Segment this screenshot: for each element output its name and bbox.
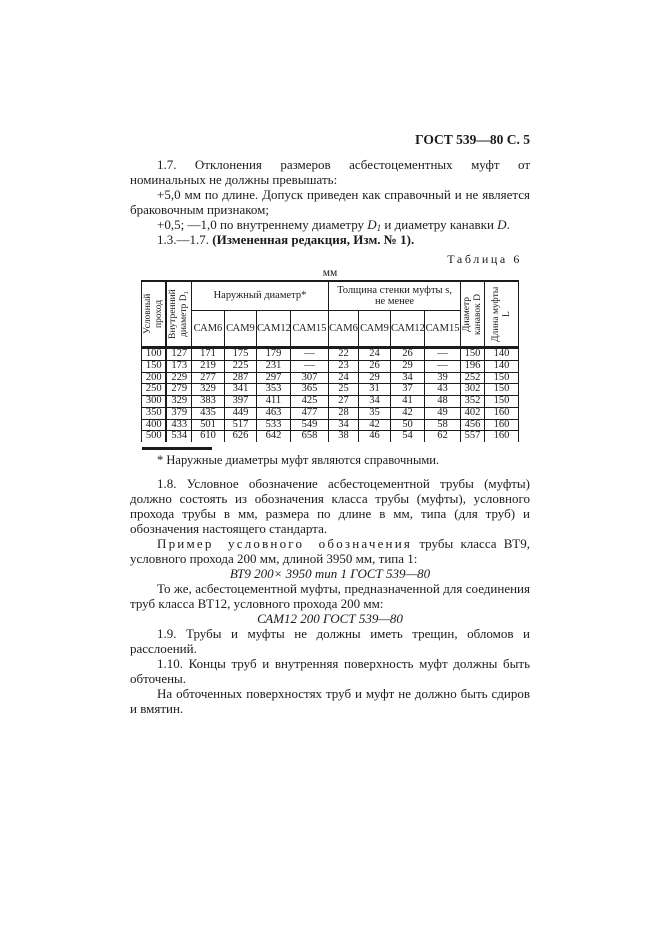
para-example-intro — [130, 536, 530, 566]
table-cell: 31 — [359, 384, 391, 396]
table-row — [141, 360, 518, 372]
table-cell: 150 — [141, 360, 166, 372]
table-cell: 219 — [191, 360, 224, 372]
table-cell: 200 — [141, 372, 166, 384]
table-cell: 379 — [166, 407, 191, 419]
text-run: (Измененная редакция, Изм. № 1). — [212, 232, 415, 247]
table-header-cell: САМ6 — [191, 311, 224, 348]
para-example-coupling — [130, 611, 530, 626]
table-cell: 28 — [329, 407, 359, 419]
table-cell: 175 — [224, 348, 256, 361]
table-row — [141, 372, 518, 384]
table-cell: 297 — [256, 372, 290, 384]
table-cell: 100 — [141, 348, 166, 361]
rotated-header-text: Длина муфты L — [490, 286, 512, 342]
table-cell: 196 — [461, 360, 485, 372]
table-cell: 353 — [256, 384, 290, 396]
text-run: D — [367, 217, 377, 232]
table-cell: 402 — [461, 407, 485, 419]
text-run: 1 — [376, 223, 382, 233]
table-cell: 463 — [256, 407, 290, 419]
table-cell: 150 — [461, 348, 485, 361]
table-header-cell — [141, 281, 166, 348]
table-cell: 38 — [329, 431, 359, 442]
table-cell: 24 — [359, 348, 391, 361]
table-cell: 433 — [166, 419, 191, 431]
table-cell: 397 — [224, 396, 256, 408]
table-cell: 127 — [166, 348, 191, 361]
text-run: ВТ9 200× 3950 тип 1 ГОСТ 539—80 — [229, 566, 431, 581]
bottom-paragraphs — [130, 476, 530, 716]
text-run: 1.3.—1.7. — [157, 232, 213, 247]
table-cell: — — [290, 360, 328, 372]
table-cell: 287 — [224, 372, 256, 384]
table-cell: 400 — [141, 419, 166, 431]
para-1-10 — [130, 656, 530, 686]
table-cell: 383 — [191, 396, 224, 408]
table-cell: 140 — [485, 360, 519, 372]
table-cell: 277 — [191, 372, 224, 384]
table-cell: 160 — [485, 407, 519, 419]
table-row — [141, 419, 518, 431]
table-cell: 150 — [485, 384, 519, 396]
table-cell: 54 — [391, 431, 425, 442]
table-cell: 642 — [256, 431, 290, 442]
table-cell: 517 — [224, 419, 256, 431]
table-cell: 658 — [290, 431, 328, 442]
table-body — [141, 348, 518, 443]
table-cell: 46 — [359, 431, 391, 442]
table-cell: 25 — [329, 384, 359, 396]
table-row — [141, 384, 518, 396]
table-group-header: Наружный диаметр* — [191, 281, 328, 311]
table-header-cell: САМ15 — [290, 311, 328, 348]
para-1-7 — [130, 157, 530, 187]
table-cell: 150 — [485, 372, 519, 384]
text-run: САМ12 200 ГОСТ 539—80 — [257, 611, 403, 626]
table-cell: 140 — [485, 348, 519, 361]
table-cell: 557 — [461, 431, 485, 442]
table-row — [141, 407, 518, 419]
table-cell: 549 — [290, 419, 328, 431]
table-footnote-rule — [142, 447, 212, 450]
text-run: То же, асбестоцементной муфты, предназначенной для соединения труб класса ВТ12, условного прохода 200 мм: — [130, 581, 530, 611]
rotated-header-text: Внутренний диаметр D₁ — [168, 289, 190, 339]
table-cell: 352 — [461, 396, 485, 408]
para-revision — [130, 232, 530, 247]
text-run: На обточенных поверхностях труб и муфт не должно быть сдиров и вмятин. — [130, 686, 530, 716]
text-run: D — [497, 217, 507, 232]
table-cell: 250 — [141, 384, 166, 396]
table-header-cell: САМ12 — [256, 311, 290, 348]
table-cell: 49 — [425, 407, 461, 419]
table-header-cell: САМ6 — [329, 311, 359, 348]
table-cell: 500 — [141, 431, 166, 442]
text-run: . — [506, 217, 510, 232]
table-header-cell — [485, 281, 519, 348]
table-cell: 300 — [141, 396, 166, 408]
table-cell: 35 — [359, 407, 391, 419]
para-no-defects — [130, 686, 530, 716]
table-cell: 501 — [191, 419, 224, 431]
table-cell: 534 — [166, 431, 191, 442]
table-cell: 173 — [166, 360, 191, 372]
table-cell: 58 — [425, 419, 461, 431]
table-cell: 26 — [391, 348, 425, 361]
table-cell: 50 — [391, 419, 425, 431]
table-header-cell: САМ9 — [359, 311, 391, 348]
table-header-cell — [461, 281, 485, 348]
table-cell: 279 — [166, 384, 191, 396]
table-cell: 34 — [391, 372, 425, 384]
text-run: +0,5; —1,0 по внутреннему диаметру — [157, 217, 368, 232]
table-cell: 171 — [191, 348, 224, 361]
page-content — [130, 132, 530, 716]
text-run: трубы класса ВТ9, условного прохода 200 мм, длиной 3950 мм, типа 1: — [130, 536, 530, 566]
text-run: +5,0 мм по длине. Допуск приведен как справочный и не является браковочным признаком; — [130, 187, 530, 217]
table-cell: 34 — [359, 396, 391, 408]
table-cell: 48 — [425, 396, 461, 408]
table-cell: 252 — [461, 372, 485, 384]
table-cell: 231 — [256, 360, 290, 372]
para-example-pipe — [130, 566, 530, 581]
table-cell: 34 — [329, 419, 359, 431]
table-header-cell: САМ15 — [425, 311, 461, 348]
table-cell: 42 — [359, 419, 391, 431]
text-run: 1.10. Концы труб и внутренняя поверхность муфт должны быть обточены. — [130, 656, 530, 686]
table-cell: 225 — [224, 360, 256, 372]
table-cell: 411 — [256, 396, 290, 408]
text-run: 1.8. Условное обозначение асбестоцементной трубы (муфты) должно состоять из обозначения класса трубы (муфты), условного прохода трубы в мм, размера по длине в мм, типа (для труб) и обозначения настоящего стандарта. — [130, 476, 530, 536]
text-run: и диаметру канавки — [381, 217, 498, 232]
table-cell: 449 — [224, 407, 256, 419]
table-header-cell: САМ12 — [391, 311, 425, 348]
page-header: ГОСТ 539—80 С. 5 — [415, 132, 530, 147]
table-cell: 341 — [224, 384, 256, 396]
table-cell: 329 — [166, 396, 191, 408]
dimensions-table — [141, 280, 519, 442]
table-cell: 39 — [425, 372, 461, 384]
text-run: 1.9. Трубы и муфты не должны иметь трещин, обломов и расслоений. — [130, 626, 530, 656]
table-cell: 435 — [191, 407, 224, 419]
para-same-coupling — [130, 581, 530, 611]
table-cell: — — [425, 360, 461, 372]
table-cell: 307 — [290, 372, 328, 384]
table-cell: 329 — [191, 384, 224, 396]
table-cell: 42 — [391, 407, 425, 419]
table-cell: — — [425, 348, 461, 361]
text-run: Пример условного обозначения — [157, 536, 413, 551]
table-cell: 29 — [359, 372, 391, 384]
table-cell: 24 — [329, 372, 359, 384]
table-unit-label: мм — [322, 267, 338, 279]
table-cell: 22 — [329, 348, 359, 361]
table-cell: 41 — [391, 396, 425, 408]
rotated-header-text: Диаметр канавок D — [461, 293, 483, 335]
top-paragraphs — [130, 157, 530, 247]
table-caption: Таблица 6 — [447, 252, 522, 266]
table-cell: 302 — [461, 384, 485, 396]
rotated-header-text: Условный проход — [142, 293, 164, 335]
table-cell: 626 — [224, 431, 256, 442]
table-group-header: Толщина стенки муфты s, не менее — [329, 281, 461, 311]
table-cell: 62 — [425, 431, 461, 442]
table-cell: 456 — [461, 419, 485, 431]
table-cell: 160 — [485, 419, 519, 431]
para-1-9 — [130, 626, 530, 656]
para-1-8 — [130, 476, 530, 536]
table-cell: 43 — [425, 384, 461, 396]
para-tolerance-length — [130, 187, 530, 217]
table-cell: 29 — [391, 360, 425, 372]
table-cell: 179 — [256, 348, 290, 361]
table-footnote: * Наружные диаметры муфт являются справочными. — [157, 453, 440, 467]
table-row — [141, 348, 518, 361]
table-cell: 26 — [359, 360, 391, 372]
table-head — [141, 281, 518, 348]
table-cell: — — [290, 348, 328, 361]
table-cell: 150 — [485, 396, 519, 408]
table-cell: 160 — [485, 431, 519, 442]
table-cell: 610 — [191, 431, 224, 442]
table-cell: 350 — [141, 407, 166, 419]
table-cell: 37 — [391, 384, 425, 396]
table-row — [141, 396, 518, 408]
table-cell: 365 — [290, 384, 328, 396]
text-run: 1.7. Отклонения размеров асбестоцементных муфт от номинальных не должны превышать: — [130, 157, 530, 187]
table-row — [141, 431, 518, 442]
table-cell: 425 — [290, 396, 328, 408]
table-cell: 229 — [166, 372, 191, 384]
table-cell: 533 — [256, 419, 290, 431]
table-cell: 477 — [290, 407, 328, 419]
table-header-cell: САМ9 — [224, 311, 256, 348]
table-header-cell — [166, 281, 191, 348]
table-cell: 23 — [329, 360, 359, 372]
para-tolerance-diameter — [130, 217, 530, 232]
table-cell: 27 — [329, 396, 359, 408]
